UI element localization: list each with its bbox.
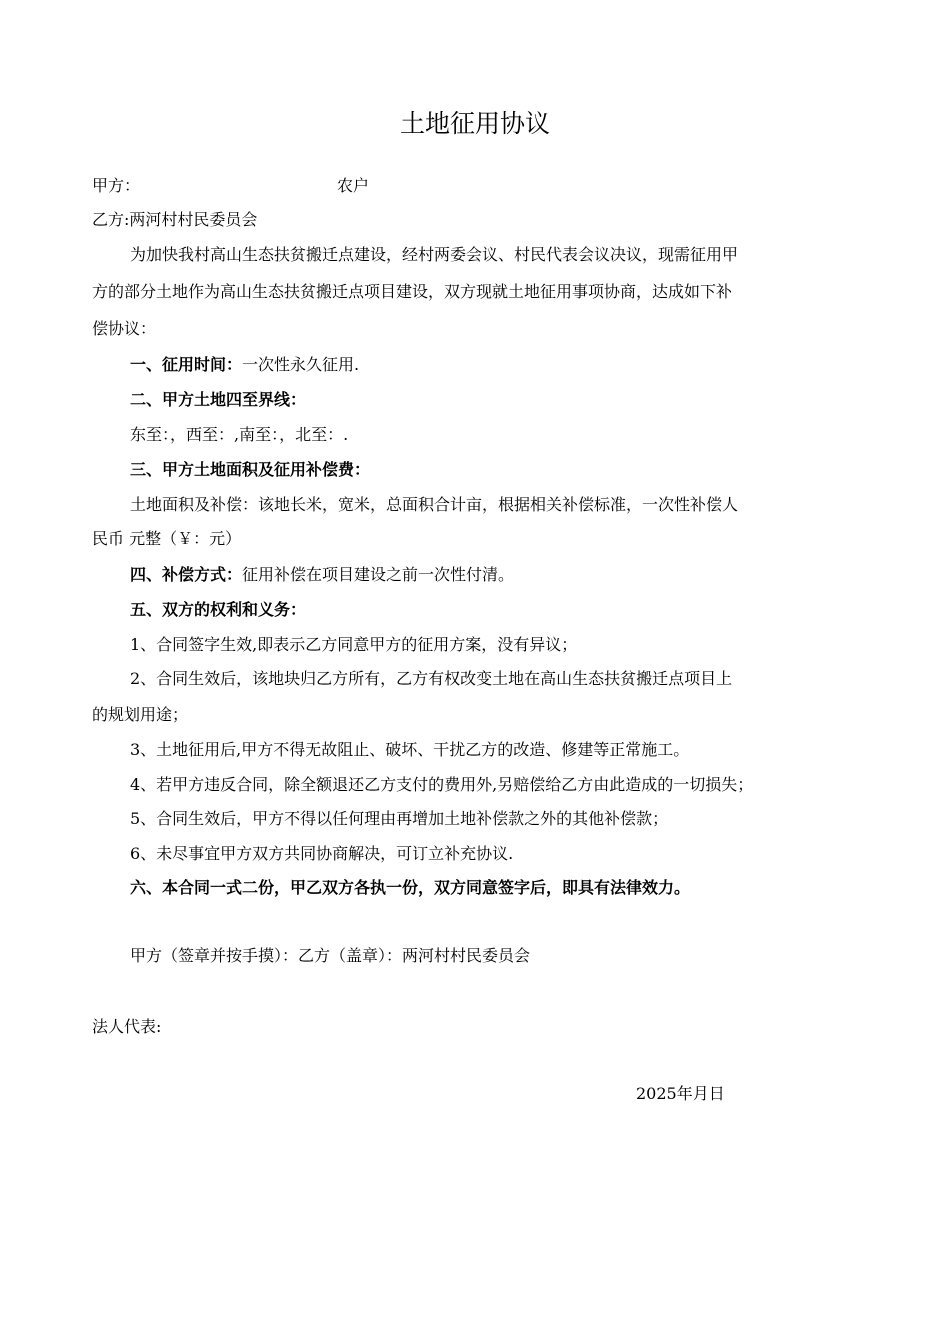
section-3: [130, 452, 872, 488]
party-a-line: [92, 168, 872, 204]
section-1: [130, 347, 872, 383]
section-4: [130, 557, 872, 593]
section-2: [130, 382, 872, 418]
section-3-text-line-1: 土地面积及补偿：该地长米，宽米，总面积合计亩，根据相关补偿标准，一次性补偿人: [130, 495, 739, 514]
section-4-text: 征用补偿在项目建设之前一次性付清。: [242, 565, 515, 584]
section-5-item-5: 5、合同生效后，甲方不得以任何理由再增加土地补偿款之外的其他补偿款；: [130, 809, 669, 828]
section-5-heading: 五、双方的权利和义务：: [130, 600, 307, 619]
section-3-text-line-2: 民币 元整（￥：元）: [92, 529, 242, 548]
party-b-line: 乙方:两河村村民委员会: [92, 210, 258, 229]
party-a-name: 农户: [337, 176, 370, 195]
section-5-item-2-line-2: 的规划用途；: [92, 705, 189, 724]
section-1-text: 一次性永久征用.: [242, 355, 360, 374]
signature-line: 甲方（签章并按手摸）：乙方（盖章）：两河村村民委员会: [130, 946, 531, 965]
section-2-heading: 二、甲方土地四至界线：: [130, 390, 307, 409]
section-1-heading: 一、征用时间：: [130, 355, 243, 374]
section-5-item-2-line-1: 2、合同生效后，该地块归乙方所有，乙方有权改变土地在高山生态扶贫搬迁点项目上: [130, 669, 733, 688]
section-5-item-1: 1、合同签字生效,即表示乙方同意甲方的征用方案，没有异议；: [130, 635, 578, 654]
section-2-text: 东至：，西至：,南至：，北至：.: [130, 425, 349, 444]
section-5-item-3: 3、土地征用后,甲方不得无故阻止、破坏、干扰乙方的改造、修建等正常施工。: [130, 740, 690, 759]
section-5: [130, 592, 872, 628]
section-6-heading: 六、本合同一式二份，甲乙双方各执一份，双方同意签字后，即具有法律效力。: [130, 878, 691, 897]
section-3-heading: 三、甲方土地面积及征用补偿费：: [130, 460, 371, 479]
preamble-line-3: 偿协议：: [92, 319, 157, 338]
section-6: [130, 870, 872, 906]
preamble-line-1: 为加快我村高山生态扶贫搬迁点建设，经村两委会议、村民代表会议决议，现需征用甲: [130, 245, 739, 264]
section-5-item-4: 4、若甲方违反合同，除全额退还乙方支付的费用外,另赔偿给乙方由此造成的一切损失；: [130, 775, 754, 794]
party-a-label: 甲方：: [92, 176, 141, 195]
section-5-item-6: 6、未尽事宜甲方双方共同协商解决，可订立补充协议.: [130, 844, 514, 863]
document-title: 土地征用协议: [399, 109, 550, 138]
preamble-line-2: 方的部分土地作为高山生态扶贫搬迁点项目建设，双方现就土地征用事项协商，达成如下补: [92, 282, 733, 301]
section-4-heading: 四、补偿方式：: [130, 565, 243, 584]
signing-date: 2025年月日: [636, 1084, 725, 1103]
legal-representative: 法人代表:: [92, 1017, 162, 1036]
